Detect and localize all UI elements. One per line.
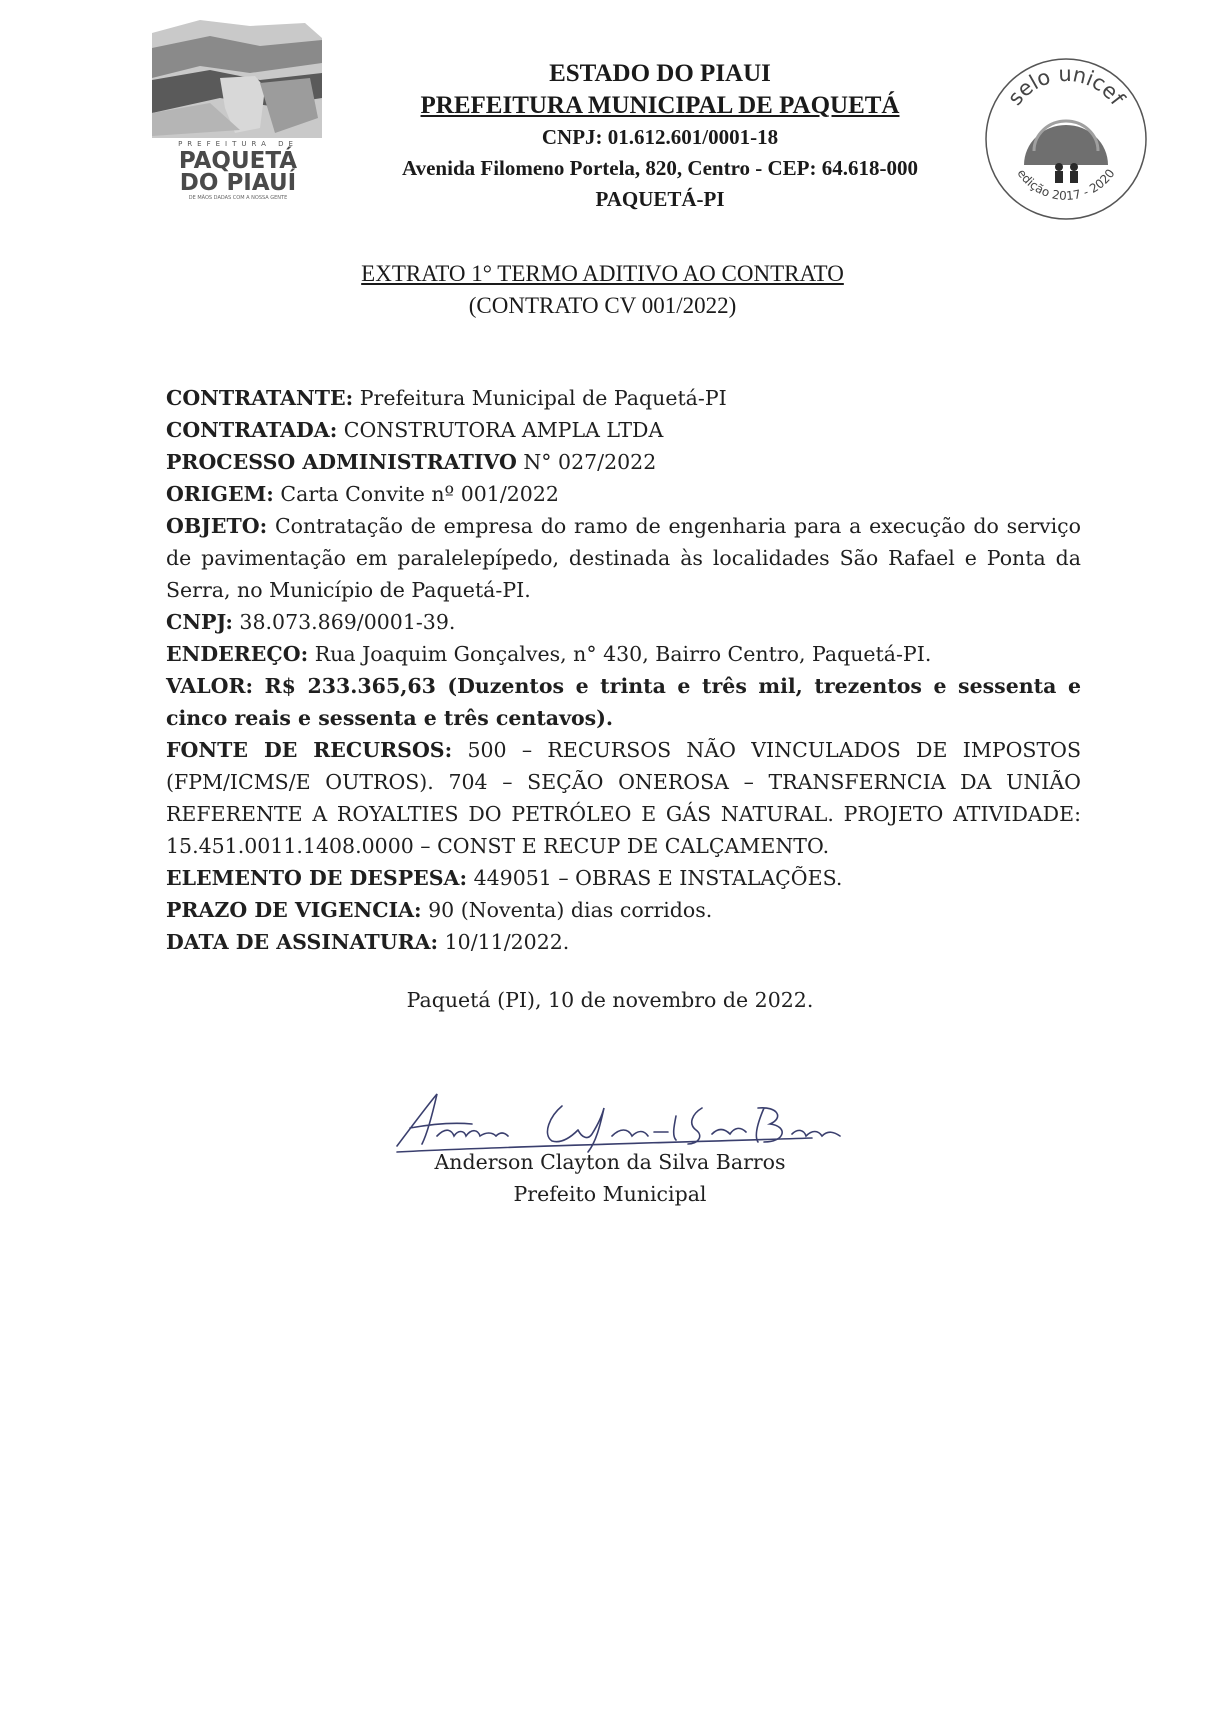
logo-line2: DO PIAUÍ [179,170,297,196]
letterhead [330,58,990,215]
state-name: ESTADO DO PIAUI [549,60,771,87]
logo-tagline: DE MÃOS DADAS COM A NOSSA GENTE [188,195,288,200]
field-data-assinatura: DATA DE ASSINATURA: 10/11/2022. [166,930,570,954]
signatory-role: Prefeito Municipal [513,1182,707,1206]
signatory-name: Anderson Clayton da Silva Barros [434,1150,786,1174]
title-line2: (CONTRATO CV 001/2022) [468,293,737,318]
unicef-seal [982,55,1150,223]
contract-fields [166,382,1081,958]
paqueta-logo [140,18,336,200]
logo-top-text: PREFEITURA DE [178,140,298,148]
seal-top-text: selo unicef [1002,61,1130,110]
seal-bottom-text: edição 2017 - 2020 [1014,166,1118,203]
document-title [200,258,1005,322]
city-hall-name: PREFEITURA MUNICIPAL DE PAQUETÁ [420,92,900,119]
title-line1: EXTRATO 1° TERMO ADITIVO AO CONTRATO [361,261,844,286]
field-prazo-vigencia: PRAZO DE VIGENCIA: 90 (Noventa) dias corridos. [166,898,713,922]
field-endereco: ENDEREÇO: Rua Joaquim Gonçalves, n° 430, Bairro Centro, Paquetá-PI. [166,642,932,666]
field-elemento-despesa: ELEMENTO DE DESPESA: 449051 – OBRAS E INSTALAÇÕES. [166,866,843,890]
header-city: PAQUETÁ-PI [595,187,725,211]
field-contratante: CONTRATANTE: Prefeitura Municipal de Paquetá-PI [166,386,727,410]
field-cnpj: CNPJ: 38.073.869/0001-39. [166,610,456,634]
header-address: Avenida Filomeno Portela, 820, Centro - CEP: 64.618-000 [402,156,918,180]
field-valor: VALOR: R$ 233.365,63 (Duzentos e trinta e três mil, trezentos e sessenta e cinco reais e sessenta e três centavos). [166,674,1081,730]
handwritten-signature [392,1086,862,1156]
header-cnpj: CNPJ: 01.612.601/0001-18 [541,125,779,149]
field-processo: PROCESSO ADMINISTRATIVO N° 027/2022 [166,450,657,474]
field-objeto: OBJETO: Contratação de empresa do ramo de engenharia para a execução do serviço de pavimentação em paralelepípedo, destinada às localidades São Rafael e Ponta da Serra, no Município de Paquetá-PI. [166,514,1081,602]
field-fonte-recursos: FONTE DE RECURSOS: 500 – RECURSOS NÃO VINCULADOS DE IMPOSTOS (FPM/ICMS/E OUTROS). 704 – SEÇÃO ONEROSA – TRANSFERNCIA DA UNIÃO REFERENTE A ROYALTIES DO PETRÓLEO E GÁS NATURAL. PROJETO ATIVIDADE: 15.451.0011.1408.0000 – CONST E RECUP DE CALÇAMENTO. [166,738,1081,858]
field-origem: ORIGEM: Carta Convite nº 001/2022 [166,482,559,506]
place-date: Paquetá (PI), 10 de novembro de 2022. [406,988,814,1012]
field-contratada: CONTRATADA: CONSTRUTORA AMPLA LTDA [166,418,664,442]
logo-line1: PAQUETÁ [178,148,298,174]
